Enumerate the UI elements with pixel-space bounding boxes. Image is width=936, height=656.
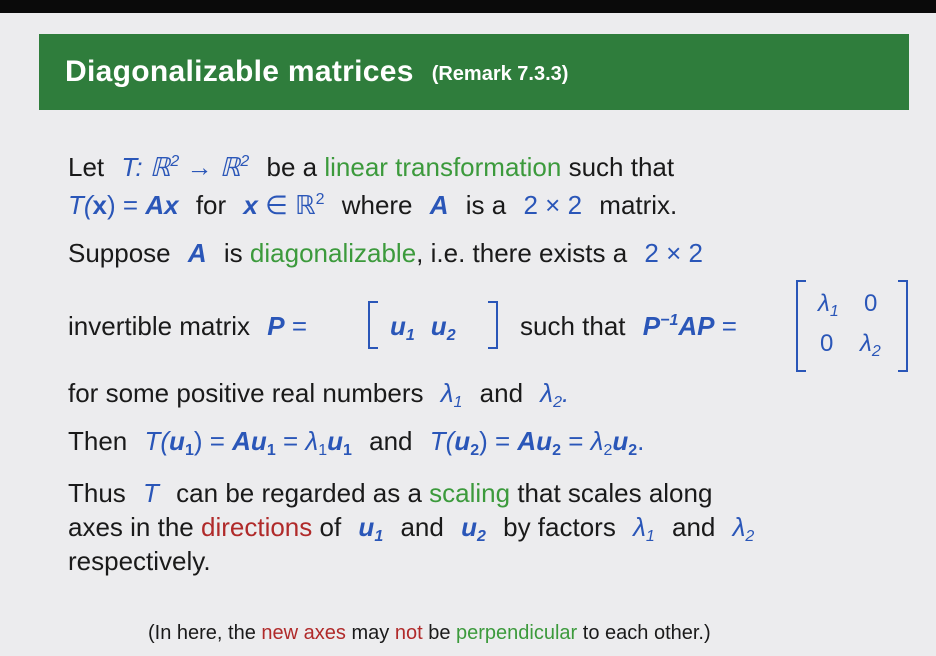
slide-header [39,34,909,110]
math-u2: $u_2$ [461,512,486,545]
note-close: to each other.) [582,622,711,644]
matrix-p-columns: $u_1$ $u_2$ [390,311,456,344]
cell-lambda-1: $\lambda_1$ [818,290,839,320]
line-5 [68,378,570,411]
math-t: T [143,478,159,508]
note-be: be [428,622,451,644]
math-pinv-ap: $P^{-1}AP$ [642,311,715,341]
text-for: for [195,190,227,220]
text-and: and [479,378,524,408]
math-lambda-1: $\lambda_1$ [633,512,655,545]
line-7 [68,478,712,508]
math-dims: 2 × 2 [523,190,583,220]
text-thus: Thus [68,478,126,508]
text-and: and [400,512,444,542]
line-8 [68,512,755,545]
text-respectively: respectively. [68,546,211,576]
text-is: is [223,238,243,268]
top-bar [0,0,936,13]
math-lambda-2: $\lambda_2$. [540,378,570,411]
math-a: A [187,238,207,268]
math-lambda-1: $\lambda_1$ [440,378,463,411]
text-be-a: be a [266,152,318,182]
text-by-factors: by factors [503,512,616,542]
cell-zero: 0 [864,290,878,317]
note-text: (In here, the [148,622,256,644]
note-not: not [394,622,423,644]
text-axes-in: axes in the [68,512,194,542]
math-equals: = [291,311,308,341]
line-2 [68,190,677,220]
line-4 [68,311,307,341]
line-3 [68,238,703,268]
math-lambda-2: $\lambda_2$ [732,512,755,545]
text-can-be-regarded: can be regarded as a [176,478,422,508]
text-invertible-matrix: invertible matrix [68,311,251,341]
matrix-lambda [796,280,908,372]
math-dims: 2 × 2 [644,238,703,268]
text-positive-reals: for some positive real numbers [68,378,424,408]
math-tu1: $T(u_1) = Au_1 = \lambda_1u_1$ [144,426,352,459]
text-then: Then [68,426,128,456]
term-scaling: scaling [429,478,511,508]
slide-title: Diagonalizable matrices [65,55,414,88]
math-t-map: T: ℝ$^2$ → ℝ$^2$ [121,152,250,182]
term-directions: directions [200,512,313,542]
text-let: Let [68,152,105,182]
note-may: may [351,622,390,644]
text-and: and [369,426,413,456]
term-diagonalizable: diagonalizable [249,238,417,268]
remark-reference: (Remark 7.3.3) [431,62,569,85]
math-a: A [429,190,449,220]
line-6 [68,426,645,459]
line-9 [68,546,211,576]
text-such-that: such that [520,311,626,341]
text-where: where [341,190,413,220]
line-1 [68,152,674,182]
math-x-in-r2: x ∈ ℝ$^2$ [243,190,325,220]
term-linear-transformation: linear transformation [324,152,562,182]
text-that-scales: that scales along [517,478,713,508]
math-tu2: $T(u_2) = Au_2 = \lambda_2u_2$. [429,426,645,459]
math-tx: T(x) = Ax [68,190,179,220]
text-is-a: is a [465,190,507,220]
text-ie: , i.e. there exists a [416,238,628,268]
cell-zero: 0 [820,330,834,357]
math-p: P [267,311,285,341]
text-suppose: Suppose [68,238,171,268]
note-new-axes: new axes [261,622,346,644]
line-4-right [520,311,737,341]
note-perpendicular: perpendicular [456,622,578,644]
text-such-that: such that [568,152,675,182]
text-of: of [319,512,342,542]
math-u1: $u_1$ [358,512,384,545]
text-matrix: matrix. [599,190,678,220]
cell-lambda-2: $\lambda_2$ [860,330,881,360]
math-equals: = [721,311,737,341]
text-and: and [672,512,716,542]
footnote [148,622,711,645]
